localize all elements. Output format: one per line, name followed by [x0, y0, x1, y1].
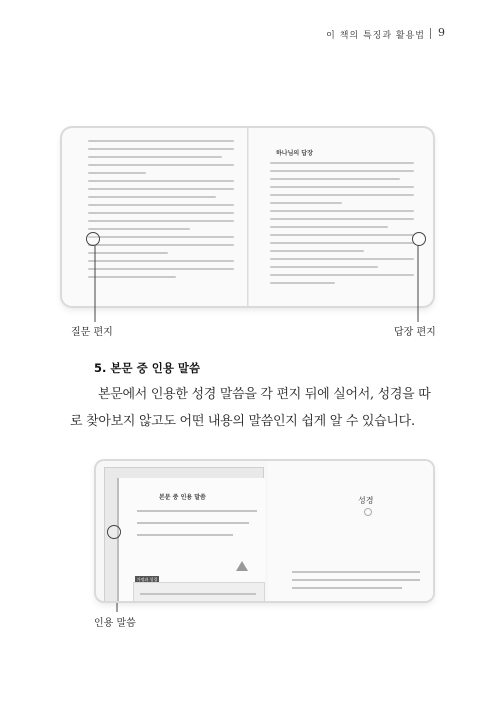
section-title: 5. 본문 중 인용 말씀	[94, 361, 201, 375]
figure-quotation-spread	[96, 461, 433, 601]
reply-letter-caption: 답장 편지	[394, 327, 436, 338]
ornament-icon	[364, 508, 372, 516]
pushpin-icon	[236, 561, 248, 571]
header-page-number: 9	[438, 26, 445, 39]
quote-line	[137, 522, 249, 524]
left-page-text	[88, 140, 234, 284]
quote-box	[133, 582, 265, 601]
figure-letters-spread	[62, 128, 433, 306]
box-label: 가정과 성경	[136, 577, 158, 582]
quote-marker-circle	[107, 525, 121, 539]
left-page-title: 본문 중 인용 말씀	[159, 494, 206, 501]
question-letter-caption: 질문 편지	[71, 327, 113, 338]
header-section-title: 이 책의 특징과 활용법	[326, 31, 425, 41]
reply-marker-circle	[412, 232, 426, 246]
page-header	[0, 0, 489, 60]
question-marker-circle	[86, 232, 100, 246]
left-page	[104, 467, 264, 601]
header-divider	[430, 28, 431, 39]
quote-line	[137, 510, 257, 512]
right-page-text	[270, 162, 414, 290]
quote-line	[137, 534, 233, 536]
reply-heading: 하나님의 답장	[276, 150, 313, 157]
book-gutter	[247, 128, 249, 306]
section-body: 본문에서 인용한 성경 말씀을 각 편지 뒤에 실어서, 성경을 따로 찾아보지 않고도 어떤 내용의 말씀인지 쉽게 알 수 있습니다.	[70, 387, 431, 429]
right-page	[268, 461, 433, 601]
right-page-title: 성경	[358, 496, 374, 505]
quotation-caption: 인용 말씀	[94, 618, 136, 629]
